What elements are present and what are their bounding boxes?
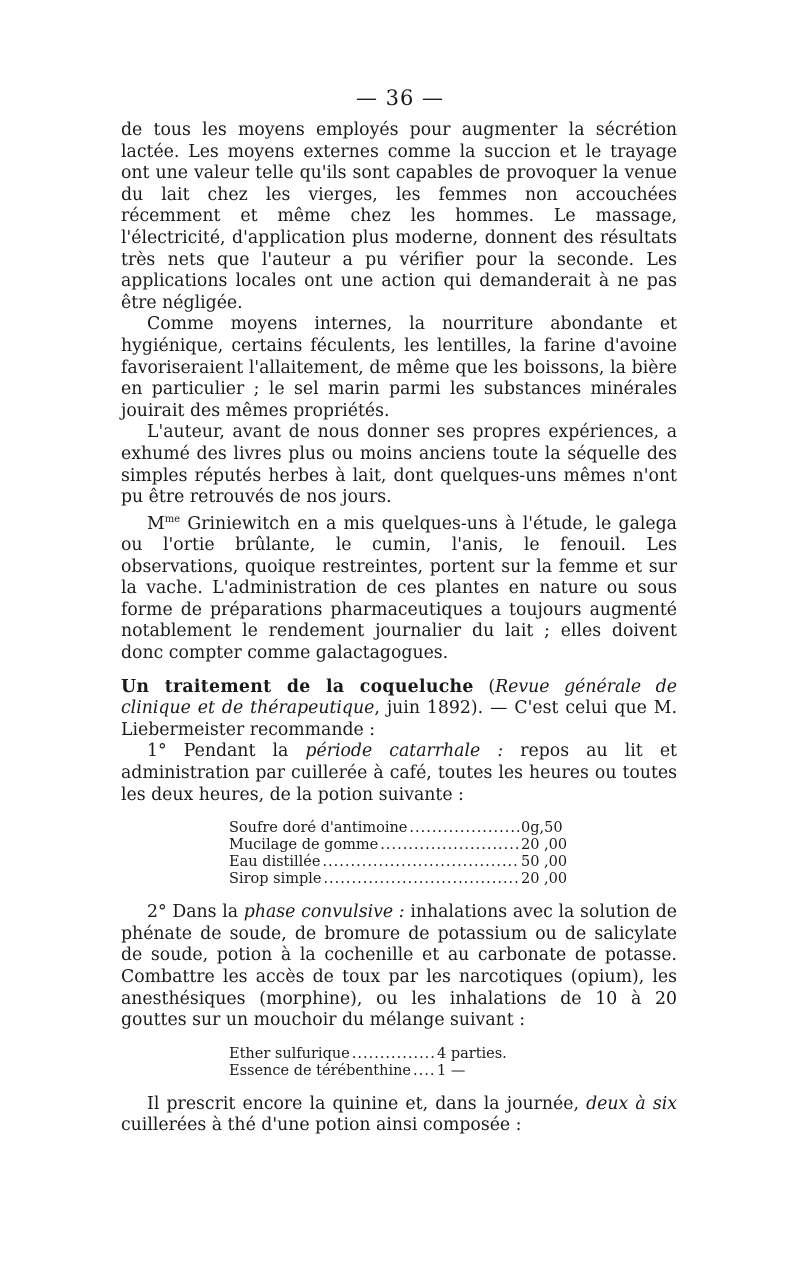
paren-open: ( xyxy=(473,676,496,697)
ingredient-qty: 50 ,00 xyxy=(521,854,568,871)
catarrhal-phase: période catarrhale : xyxy=(305,741,504,762)
quinine-text: cuillerées à thé d'une potion ainsi composée : xyxy=(121,1115,522,1136)
ingredient-name: Eau distillée xyxy=(229,854,321,871)
body-text xyxy=(121,120,677,1137)
dose-range: deux à six xyxy=(586,1093,677,1114)
catarrhal-text: repos au lit et administration par cuillerée à café, toutes les heures ou toutes les deux heures, de la potion suivante : xyxy=(121,741,677,805)
quinine-lead: Il prescrit encore la quinine et, dans la journée, xyxy=(147,1093,587,1114)
ingredient-name: Ether sulfurique xyxy=(229,1045,350,1062)
ingredient-qty: 20 ,00 xyxy=(521,837,568,854)
ingredient-qty: 1 — xyxy=(437,1062,466,1079)
paragraph-4-text: Griniewitch en a mis quelques-uns à l'étude, le galega ou l'ortie brûlante, le cumin, l'anis, le fenouil. Les observations, quoique restreintes, portent sur la femme et sur la vache. L'administration de ces plantes en nature ou sous forme de préparations pharmaceutiques a toujours augmenté notablement le rendement journalier du lait ; elles doivent donc compter comme galactagogues. xyxy=(121,513,677,664)
paragraph-4 xyxy=(121,509,677,665)
leader-dots xyxy=(380,837,519,854)
leader-dots xyxy=(352,1046,435,1063)
formula-row xyxy=(229,854,569,871)
formula-row xyxy=(229,1045,507,1063)
convulsive-phase: phase convulsive : xyxy=(243,902,405,923)
paragraph-2: Comme moyens internes, la nourriture abondante et hygiénique, certains féculents, les lentilles, la farine d'avoine favoriseraient l'allaitement, de même que les boissons, la bière en particulier ; le sel marin parmi les substances minérales jouirait des mêmes propriétés. xyxy=(121,314,677,421)
ingredient-name: Essence de térébenthine xyxy=(229,1062,412,1079)
formula-row xyxy=(229,1063,497,1080)
mme-superscript: me xyxy=(164,513,181,525)
ingredient-name: Sirop simple xyxy=(229,871,322,888)
leader-dots xyxy=(322,854,519,871)
leader-dots xyxy=(413,1063,435,1080)
convulsive-lead: 2° Dans la xyxy=(147,902,244,923)
formula-row xyxy=(229,871,569,888)
leader-dots xyxy=(323,871,519,888)
ingredient-name: Mucilage de gomme xyxy=(229,837,379,854)
ingredient-qty: 20 ,00 xyxy=(521,871,568,888)
paragraph-convulsive xyxy=(121,902,677,1032)
formula-row xyxy=(229,820,569,837)
page-number: — 36 — xyxy=(355,86,445,110)
paragraph-5-text: , juin 1892). — C'est celui que M. Liebermeister recommande : xyxy=(121,698,677,740)
mme-abbrev: M xyxy=(147,513,165,534)
catarrhal-lead: 1° Pendant la xyxy=(147,741,306,762)
paragraph-catarrhal xyxy=(121,741,677,806)
leader-dots xyxy=(409,820,519,837)
paragraph-quinine xyxy=(121,1094,677,1137)
ingredient-qty: 0g,50 xyxy=(521,820,563,837)
formula-row xyxy=(229,837,569,854)
ingredient-qty: 4 parties. xyxy=(437,1045,507,1062)
formula-potion xyxy=(229,820,569,888)
paragraph-3: L'auteur, avant de nous donner ses propres expériences, a exhumé des livres plus ou moins anciens toute la séquelle des simples réputés herbes à lait, dont quelques-uns mêmes n'ont pu être retrouvés de nos jours. xyxy=(121,422,677,508)
convulsive-text: inhalations avec la solution de phénate de soude, de bromure de potassium ou de salicylate de soude, potion à la cochenille et au carbonate de potasse. Combattre les accès de toux par les narcotiques (opium), les anesthésiques (morphine), ou les inhalations de 10 à 20 gouttes sur un mouchoir du mélange suivant : xyxy=(121,902,677,1031)
paragraph-coqueluche xyxy=(121,677,677,742)
journal-title: Revue générale de clinique et de thérapeutique xyxy=(121,676,677,719)
section-heading: Un traitement de la coqueluche xyxy=(121,676,474,697)
paragraph-1: de tous les moyens employés pour augmenter la sécrétion lactée. Les moyens externes comme la succion et le trayage ont une valeur telle qu'ils sont capables de provoquer la venue du lait chez les vierges, les femmes non accouchées récemment et même chez les hommes. Le massage, l'électricité, d'application plus moderne, donnent des résultats très nets que l'auteur a pu vérifier pour la seconde. Les applications locales ont une action qui demanderait à ne pas être négligée. xyxy=(121,120,677,313)
ingredient-name: Soufre doré d'antimoine xyxy=(229,820,408,837)
formula-inhalation xyxy=(229,1045,507,1080)
